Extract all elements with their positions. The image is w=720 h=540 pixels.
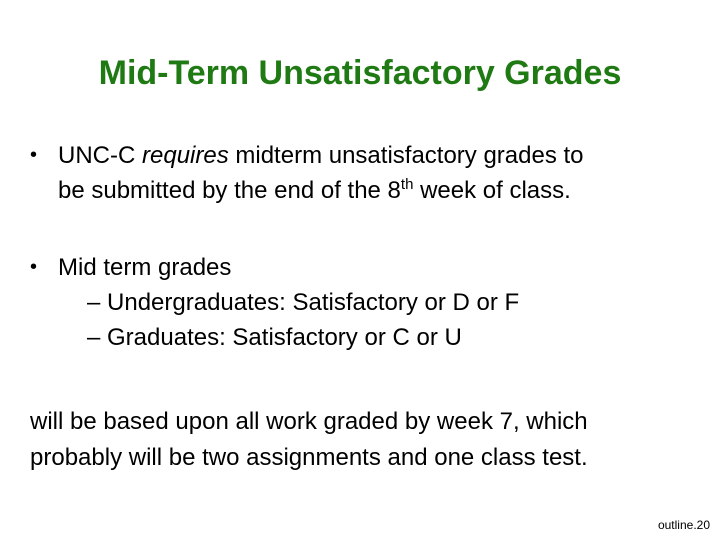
slide-footer-label: outline.20 bbox=[657, 518, 710, 532]
bullet-text: Mid term grades bbox=[58, 254, 232, 281]
summary-paragraph bbox=[30, 404, 700, 476]
ordinal-superscript: th bbox=[400, 176, 414, 193]
bullet-text-italic: requires bbox=[142, 142, 229, 169]
bullet-text-part: midterm unsatisfactory grades to bbox=[228, 142, 584, 169]
bullet-item-requirement bbox=[30, 138, 690, 208]
sub-item-graduates: – Graduates: Satisfactory or C or U bbox=[87, 324, 462, 351]
slide-title: Mid-Term Unsatisfactory Grades bbox=[98, 54, 622, 92]
paragraph-line: probably will be two assignments and one class test. bbox=[30, 444, 588, 471]
paragraph-line: will be based upon all work graded by week 7, which bbox=[30, 408, 588, 435]
bullet-text-part: week of class. bbox=[413, 177, 571, 204]
bullet-marker: • bbox=[30, 144, 38, 166]
sub-item-undergraduates: – Undergraduates: Satisfactory or D or F bbox=[87, 289, 520, 316]
bullet-list-2 bbox=[30, 250, 690, 355]
bullet-item-midterm-grades bbox=[30, 250, 690, 285]
bullet-list-1 bbox=[30, 138, 690, 208]
bullet-text-part: be submitted by the end of the 8 bbox=[58, 177, 401, 204]
bullet-marker: • bbox=[30, 256, 38, 278]
bullet-text-part: UNC-C bbox=[58, 142, 142, 169]
